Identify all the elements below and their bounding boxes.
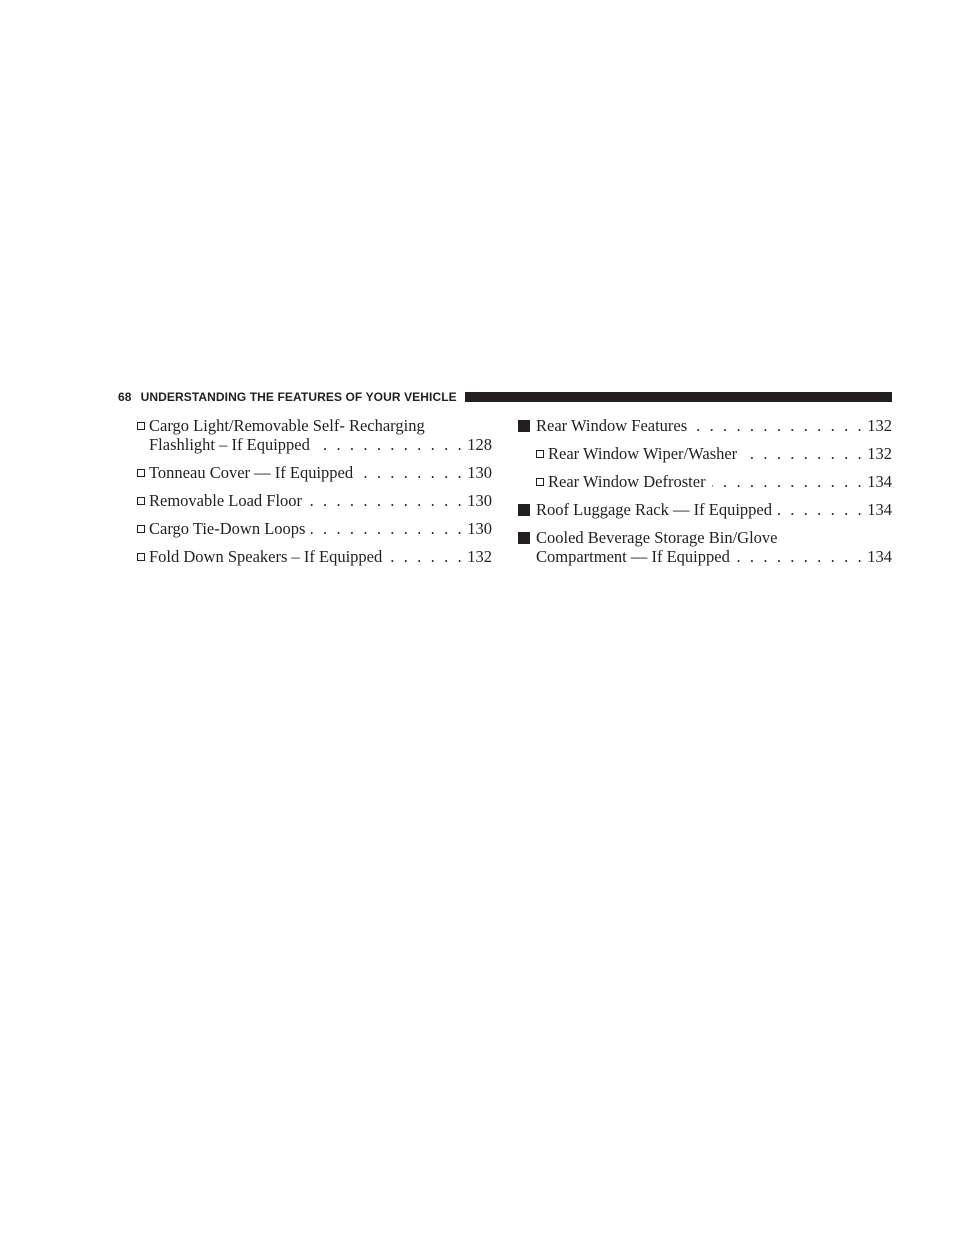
- toc-entry: [137, 547, 492, 566]
- solid-square-bullet-icon: [518, 500, 536, 519]
- entry-title-line: Roof Luggage Rack — If Equipped: [536, 500, 772, 519]
- entry-title-line: Cooled Beverage Storage Bin/Glove: [536, 528, 778, 547]
- dot-leader: [316, 435, 464, 454]
- entry-page-number: 132: [467, 547, 492, 566]
- header-rule-bar: [465, 392, 892, 402]
- toc-section-entry: [518, 416, 892, 435]
- entry-title-line: Tonneau Cover — If Equipped: [149, 463, 354, 482]
- entry-page-number: 130: [467, 463, 492, 482]
- section-title: UNDERSTANDING THE FEATURES OF YOUR VEHICLE: [140, 390, 457, 404]
- toc-right-column: [518, 416, 892, 575]
- entry-page-number: 130: [467, 491, 492, 510]
- toc-section-entry: [518, 528, 892, 566]
- entry-page-number: 134: [867, 500, 892, 519]
- hollow-square-bullet-icon: [137, 519, 149, 538]
- hollow-square-bullet-icon: [536, 472, 548, 491]
- entry-title-line: Rear Window Wiper/Washer: [548, 444, 738, 463]
- dot-leader: [388, 547, 464, 566]
- toc-entry: [518, 472, 892, 491]
- entry-title-line: Removable Load Floor: [149, 491, 303, 510]
- entry-page-number: 128: [467, 435, 492, 454]
- hollow-square-bullet-icon: [137, 547, 149, 566]
- solid-square-bullet-icon: [518, 528, 536, 547]
- hollow-square-bullet-icon: [137, 463, 149, 482]
- entry-page-number: 132: [867, 444, 892, 463]
- entry-page-number: 132: [867, 416, 892, 435]
- hollow-square-bullet-icon: [137, 416, 149, 435]
- entry-title-line: Rear Window Features: [536, 416, 688, 435]
- entry-title-line: Rear Window Defroster: [548, 472, 706, 491]
- toc-left-column: [137, 416, 492, 575]
- entry-page-number: 130: [467, 519, 492, 538]
- dot-leader: [743, 444, 864, 463]
- entry-title-line: Compartment — If Equipped: [536, 547, 730, 566]
- toc-entry: [137, 519, 492, 538]
- solid-square-bullet-icon: [518, 416, 536, 435]
- toc-section-entry: [518, 500, 892, 519]
- dot-leader: [308, 491, 464, 510]
- header-text: [118, 390, 457, 404]
- dot-leader: [359, 463, 464, 482]
- entry-title-line: Cargo Light/Removable Self- Recharging: [149, 416, 425, 435]
- entry-title-line: Cargo Tie-Down Loops: [149, 519, 306, 538]
- running-header: [118, 389, 892, 405]
- entry-page-number: 134: [867, 547, 892, 566]
- toc-entry: [137, 463, 492, 482]
- toc-entry: [137, 416, 492, 454]
- dot-leader: [712, 472, 865, 491]
- toc-entry: [518, 444, 892, 463]
- entry-page-number: 134: [867, 472, 892, 491]
- page-number: 68: [118, 390, 132, 404]
- dot-leader: [778, 500, 864, 519]
- entry-title-line: Fold Down Speakers – If Equipped: [149, 547, 383, 566]
- dot-leader: [693, 416, 864, 435]
- entry-title-line: Flashlight – If Equipped: [149, 435, 310, 454]
- dot-leader: [311, 519, 464, 538]
- hollow-square-bullet-icon: [137, 491, 149, 510]
- toc-entry: [137, 491, 492, 510]
- dot-leader: [736, 547, 864, 566]
- hollow-square-bullet-icon: [536, 444, 548, 463]
